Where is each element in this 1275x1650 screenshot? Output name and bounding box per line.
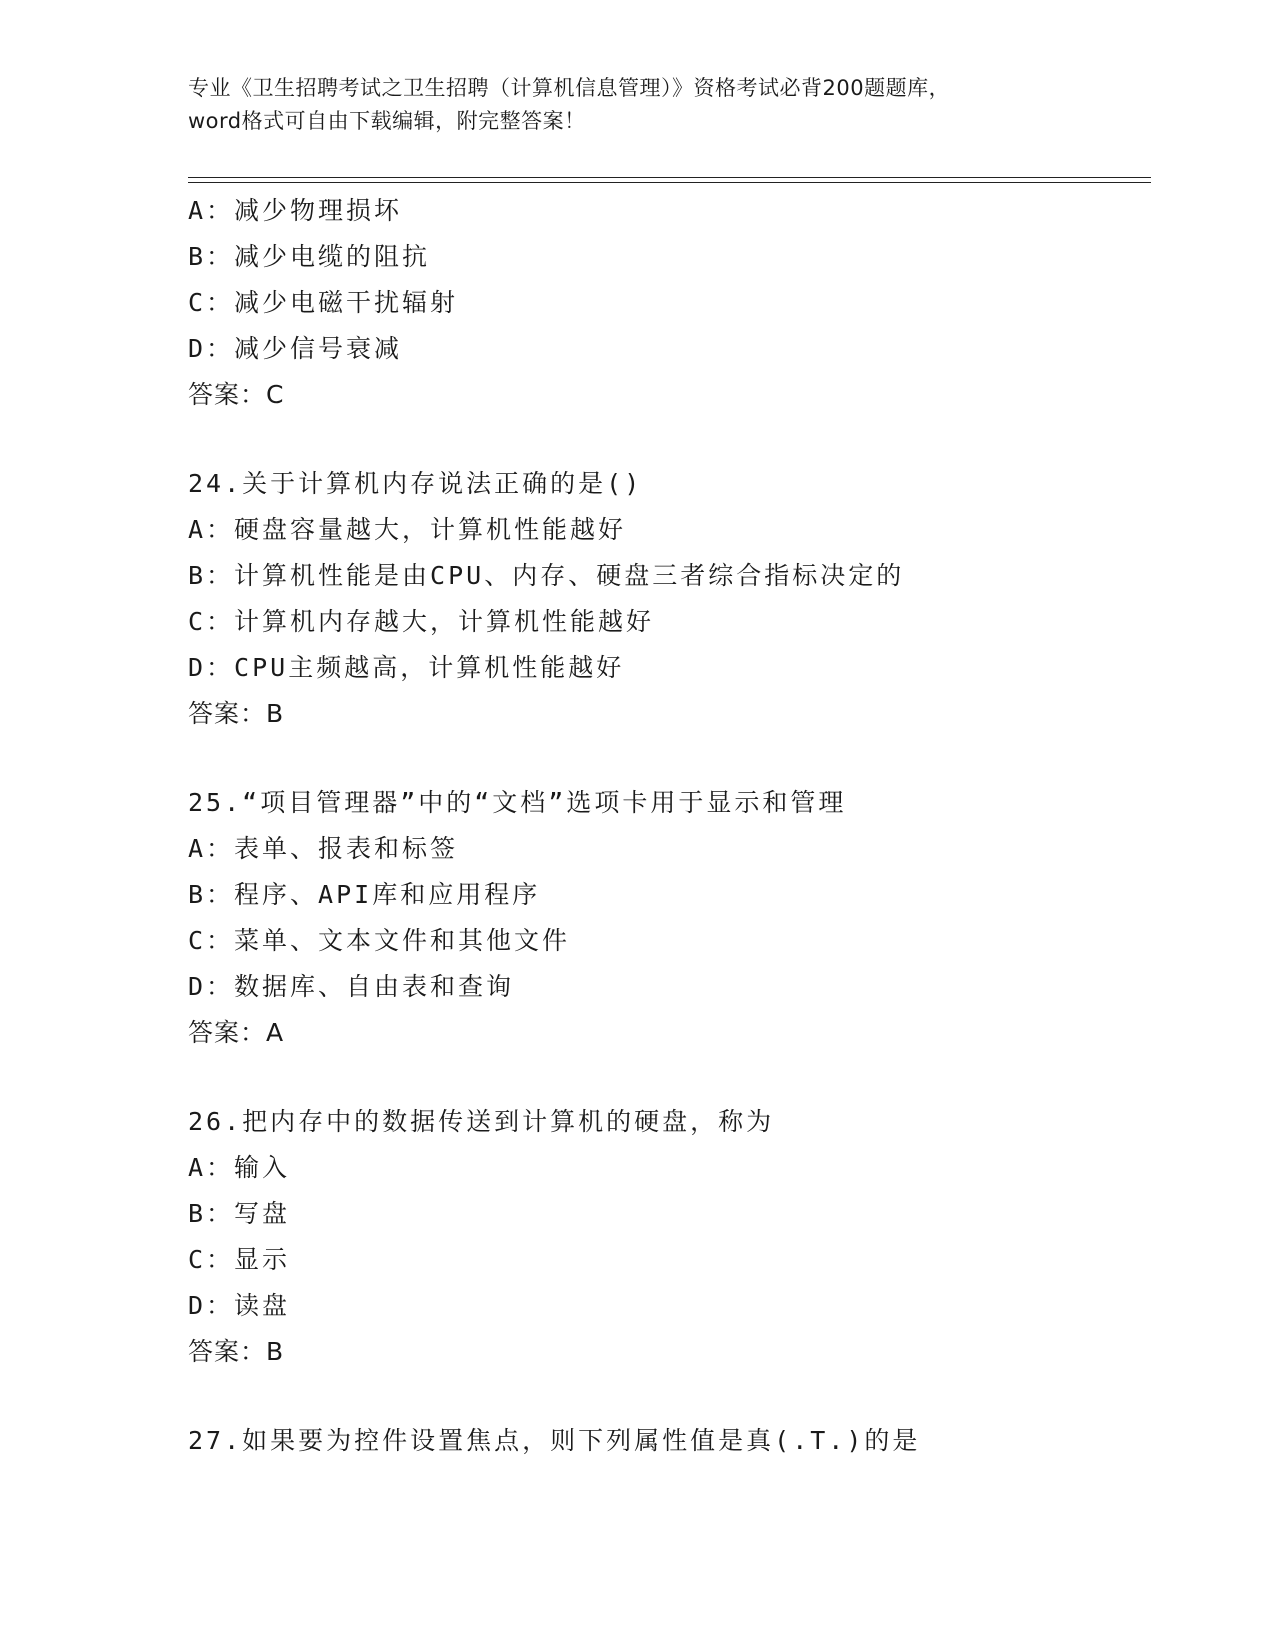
question-text: 26.把内存中的数据传送到计算机的硬盘，称为: [188, 1107, 775, 1136]
option-b: B：写盘: [188, 1199, 291, 1228]
option-d: D：数据库、自由表和查询: [188, 972, 515, 1001]
answer-line: 答案：B: [188, 699, 285, 728]
answer-line: 答案：B: [188, 1337, 285, 1366]
document-header: [188, 72, 1088, 138]
header-rule-top: [188, 177, 1151, 178]
question-block-27: [188, 1418, 1148, 1464]
option-c: C：显示: [188, 1245, 291, 1274]
header-rule-bottom: [188, 182, 1151, 183]
question-text: 24.关于计算机内存说法正确的是(): [188, 469, 643, 498]
option-c: C：计算机内存越大，计算机性能越好: [188, 607, 655, 636]
option-a: A：硬盘容量越大，计算机性能越好: [188, 515, 627, 544]
option-a: A：表单、报表和标签: [188, 834, 459, 863]
question-block-25: [188, 780, 1148, 1056]
option-a: A：输入: [188, 1153, 291, 1182]
answer-line: 答案：A: [188, 1018, 285, 1047]
question-text: 25.“项目管理器”中的“文档”选项卡用于显示和管理: [188, 788, 847, 817]
question-list: [188, 188, 1148, 1464]
option-b: B：程序、API库和应用程序: [188, 880, 541, 909]
option-b: B：计算机性能是由CPU、内存、硬盘三者综合指标决定的: [188, 561, 905, 590]
option-b: B：减少电缆的阻抗: [188, 242, 431, 271]
question-text: 27.如果要为控件设置焦点，则下列属性值是真(.T.)的是: [188, 1426, 921, 1455]
header-line-1: 专业《卫生招聘考试之卫生招聘（计算机信息管理）》资格考试必背200题题库，: [188, 76, 951, 100]
option-a: A：减少物理损坏: [188, 196, 403, 225]
option-c: C：菜单、文本文件和其他文件: [188, 926, 571, 955]
header-line-2: word格式可自由下载编辑，附完整答案！: [188, 109, 586, 133]
option-c: C：减少电磁干扰辐射: [188, 288, 459, 317]
question-block-26: [188, 1099, 1148, 1375]
option-d: D：读盘: [188, 1291, 291, 1320]
question-block-23: [188, 188, 1148, 418]
question-block-24: [188, 461, 1148, 737]
option-d: D：CPU主频越高，计算机性能越好: [188, 653, 625, 682]
option-d: D：减少信号衰减: [188, 334, 403, 363]
answer-line: 答案：C: [188, 380, 285, 409]
